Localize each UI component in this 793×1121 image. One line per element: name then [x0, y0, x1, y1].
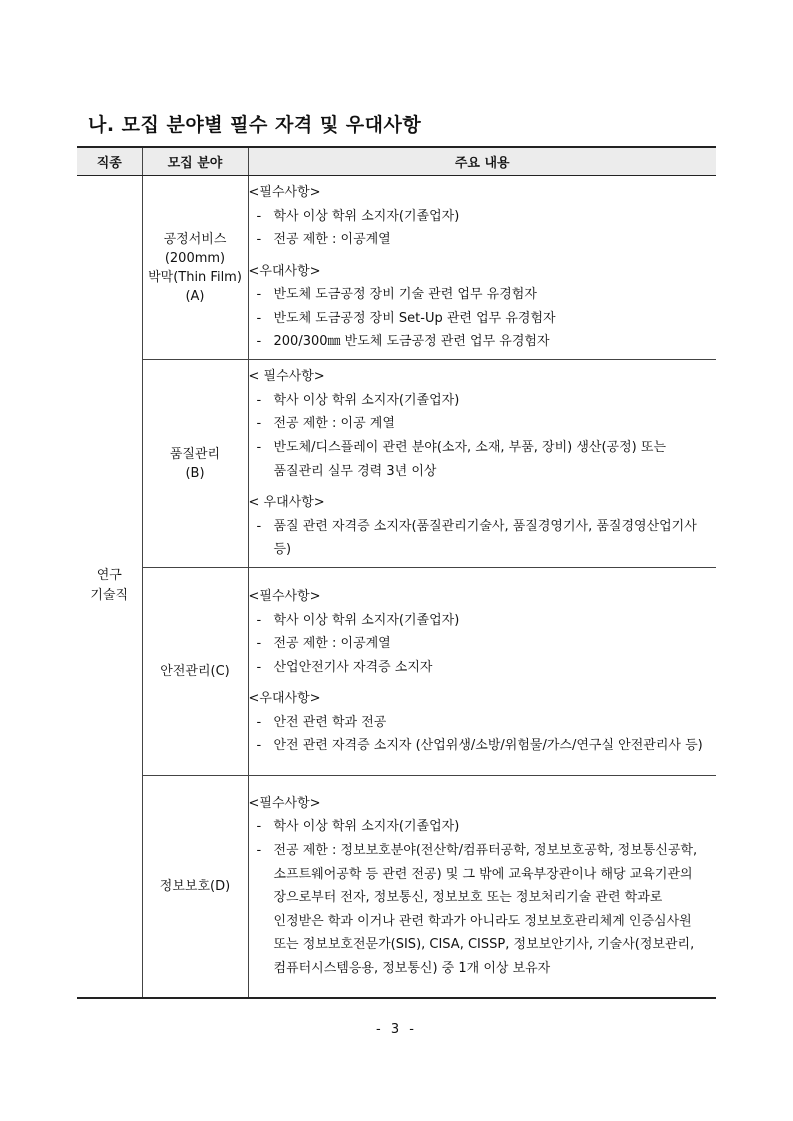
field-line: 안전관리(C) — [160, 664, 230, 679]
field-cell — [142, 176, 248, 360]
page-title: 나. 모집 분야별 필수 자격 및 우대사항 — [88, 114, 422, 136]
list-item: - 전공 제한 : 이공계열 — [256, 636, 391, 652]
list-item: - 안전 관련 자격증 소지자 (산업위생/소방/위험물/가스/연구실 안전관리사 등) — [256, 738, 703, 754]
section-title: <우대사항> — [248, 263, 321, 279]
job-type-line: 연구 — [96, 568, 122, 584]
field-line: 품질관리 — [169, 446, 221, 462]
required-section — [249, 792, 717, 981]
header-job-type: 직종 — [77, 147, 142, 176]
list-item: - 학사 이상 학위 소지자(기졸업자) — [256, 612, 460, 628]
header-field: 모집 분야 — [142, 147, 248, 176]
section-title: <우대사항> — [248, 691, 321, 707]
field-cell — [142, 360, 248, 568]
preferred-section — [249, 260, 717, 354]
list-item: - 품질 관련 자격증 소지자(품질관리기술사, 품질경영기사, 품질경영산업기사 등) — [256, 518, 697, 558]
list-item: - 반도체 도금공정 장비 기술 관련 업무 유경험자 — [256, 287, 537, 303]
job-type-line: 기술직 — [90, 588, 129, 604]
content-cell — [248, 776, 716, 998]
preferred-section — [249, 491, 717, 562]
job-type-cell — [77, 176, 142, 998]
required-section — [249, 585, 717, 679]
section-title: < 우대사항> — [248, 495, 325, 511]
header-content: 주요 내용 — [248, 147, 716, 176]
list-item: - 학사 이상 학위 소지자(기졸업자) — [256, 819, 460, 835]
field-line: 공정서비스 — [163, 231, 227, 247]
section-title: <필수사항> — [248, 588, 321, 604]
field-line: 정보보호(D) — [159, 878, 231, 894]
page-number: - 3 - — [376, 1022, 417, 1037]
list-item: - 전공 제한 : 이공 계열 — [256, 416, 395, 432]
list-item: - 학사 이상 학위 소지자(기졸업자) — [256, 208, 460, 224]
field-cell — [142, 776, 248, 998]
content-cell — [248, 176, 716, 360]
list-item: - 산업안전기사 자격증 소지자 — [256, 659, 433, 675]
list-item: - 반도체 도금공정 장비 Set-Up 관련 업무 유경험자 — [256, 310, 556, 326]
table-row — [77, 360, 716, 568]
field-cell — [142, 568, 248, 776]
preferred-section — [249, 687, 717, 758]
table-row — [77, 568, 716, 776]
required-section — [249, 365, 717, 483]
content-cell — [248, 568, 716, 776]
section-title: <필수사항> — [248, 795, 321, 811]
requirements-table — [77, 146, 716, 999]
field-line: (A) — [185, 288, 205, 304]
field-line: (B) — [185, 465, 205, 481]
required-section — [249, 181, 717, 252]
list-item: - 전공 제한 : 이공계열 — [256, 232, 391, 248]
table-row — [77, 776, 716, 998]
list-item: - 학사 이상 학위 소지자(기졸업자) — [256, 392, 460, 408]
list-item: - 200/300㎜ 반도체 도금공정 관련 업무 유경험자 — [256, 334, 550, 350]
list-item: - 안전 관련 학과 전공 — [256, 714, 387, 730]
section-title: < 필수사항> — [248, 369, 325, 385]
list-item: - 전공 제한 : 정보보호분야(전산학/컴퓨터공학, 정보보호공학, 정보통신공학, 소프트웨어공학 등 관련 전공) 및 그 밖에 교육부장관이나 해당 교육기관의 장으로부터 전자, 정보통신, 정보보호 또는 정보처리기술 관련 학과로 인정받은 학과 이거나 관련 학과가 아니라도 정보보호관리체계 인증심사원 또는 정보보호전문가(SIS), CISA, CISSP, 정보보안기사, 기술사(정보관리, 컴퓨터시스템응용, 정보통신) 중 1개 이상 보유자 — [256, 843, 698, 977]
section-title: <필수사항> — [248, 184, 321, 200]
list-item: - 반도체/디스플레이 관련 분야(소자, 소재, 부품, 장비) 생산(공정) 또는 품질관리 실무 경력 3년 이상 — [256, 439, 666, 479]
field-line: 박막(Thin Film) — [148, 269, 242, 285]
field-line: (200mm) — [164, 250, 226, 266]
table-header-row — [77, 147, 716, 176]
table-row — [77, 176, 716, 360]
content-cell — [248, 360, 716, 568]
